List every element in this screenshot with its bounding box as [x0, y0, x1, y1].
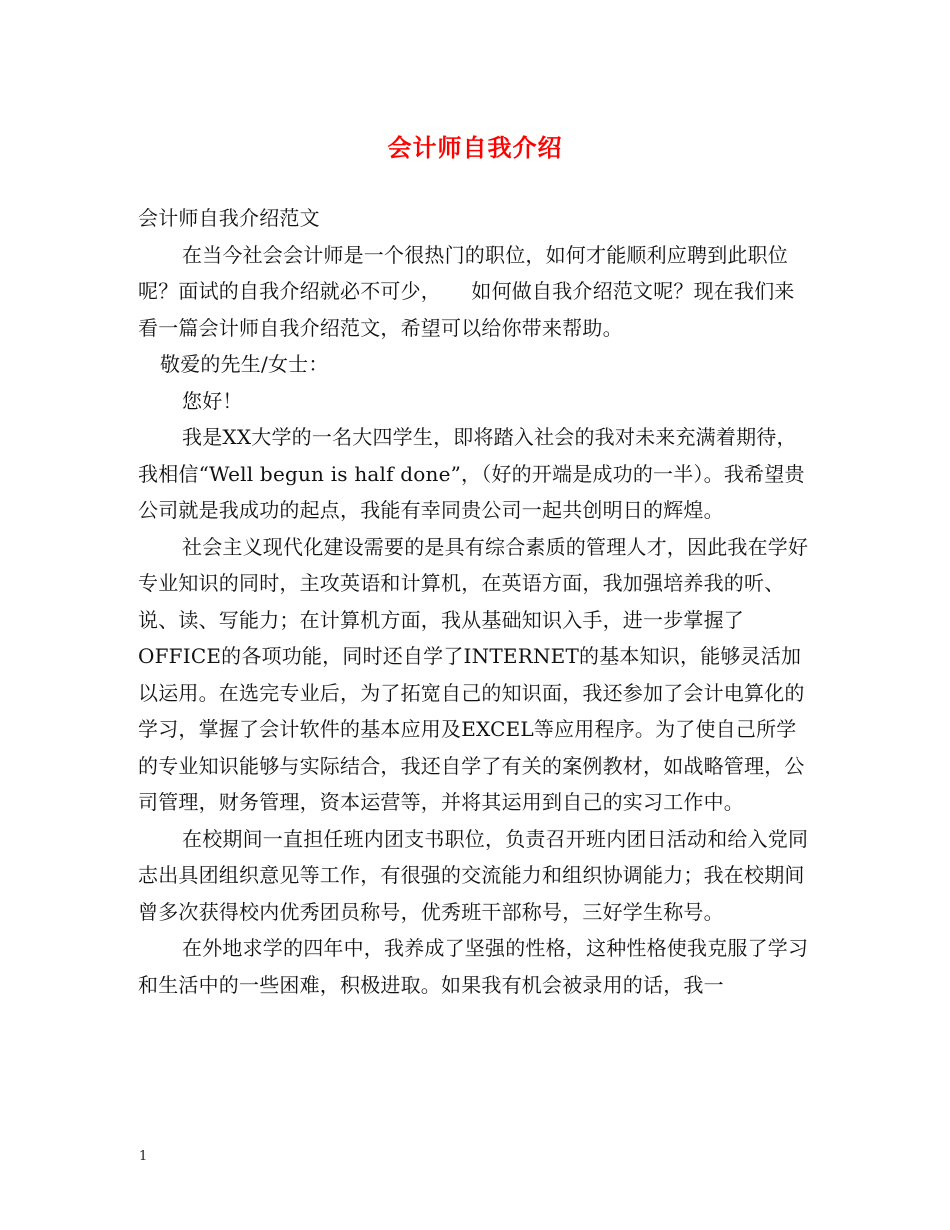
paragraph-greeting: 您好！	[182, 388, 243, 413]
document-subtitle: 会计师自我介绍范文	[138, 206, 320, 230]
paragraph-intro: 在当今社会会计师是一个很热门的职位，如何才能顺利应聘到此职位呢？面试的自我介绍就必不可少， 如何做自我介绍范文呢？现在我们来看一篇会计师自我介绍范文，希望可以给你带来帮助。	[138, 242, 795, 340]
paragraph-campus: 在校期间一直担任班内团支书职位，负责召开班内团日活动和给入党同志出具团组织意见等工作，有很强的交流能力和组织协调能力；我在校期间曾多次获得校内优秀团员称号，优秀班干部称号，三好学生称号。	[138, 826, 809, 924]
document-title: 会计师自我介绍	[387, 133, 563, 162]
paragraph-skills: 社会主义现代化建设需要的是具有综合素质的管理人才，因此我在学好专业知识的同时，主攻英语和计算机，在英语方面，我加强培养我的听、说、读、写能力；在计算机方面，我从基础知识入手，进一步掌握了OFFICE的各项功能，同时还自学了INTERNET的基本知识，能够灵活加以运用。在选完专业后，为了拓宽自己的知识面，我还参加了会计电算化的学习，掌握了会计软件的基本应用及EXCEL等应用程序。为了使自己所学的专业知识能够与实际结合，我还自学了有关的案例教材，如战略管理，公司管理，财务管理，资本运营等，并将其运用到自己的实习工作中。	[138, 534, 809, 814]
paragraph-salutation: 敬爱的先生/女士：	[160, 352, 329, 376]
page-number: 1	[139, 1149, 148, 1164]
document-body	[138, 200, 814, 1003]
paragraph-character: 在外地求学的四年中，我养成了坚强的性格，这种性格使我克服了学习和生活中的一些困难，积极进取。如果我有机会被录用的话，我一	[138, 936, 809, 997]
paragraph-self: 我是XX大学的一名大四学生，即将踏入社会的我对未来充满着期待，我相信“Well begun is half done”，（好的开端是成功的一半）。我希望贵公司就是我成功的起点，我能有幸同贵公司一起共创明日的辉煌。	[138, 425, 805, 522]
